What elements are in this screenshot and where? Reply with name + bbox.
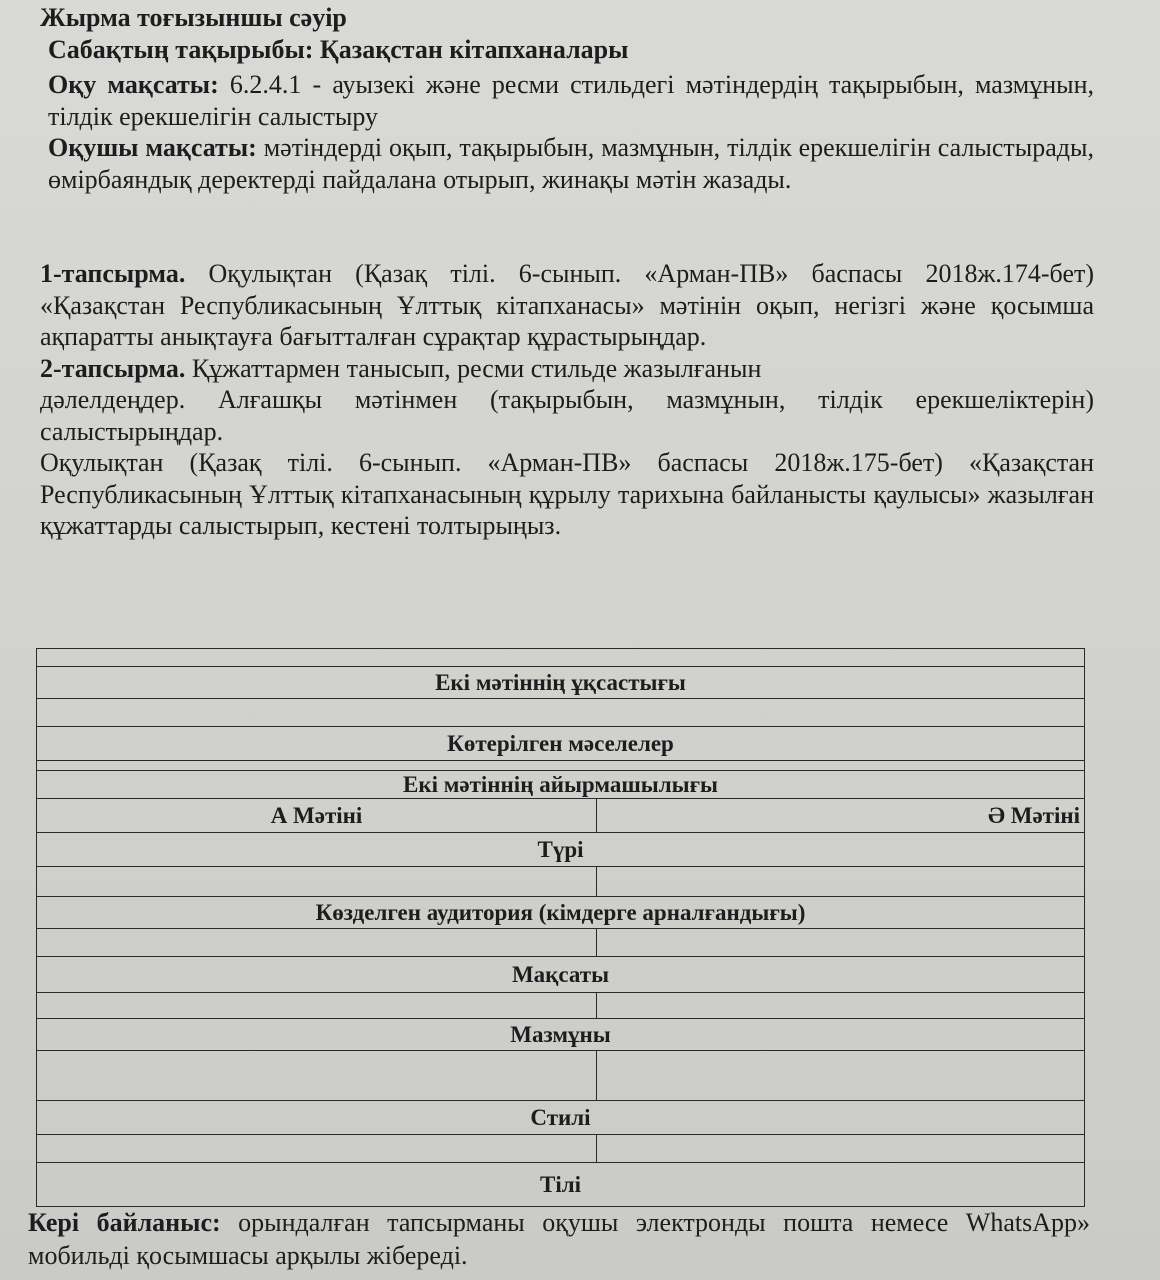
text-b-header: Ә Мәтіні [597, 799, 1085, 833]
language-header: Тілі [37, 1163, 1085, 1207]
table-top-gap [37, 649, 1085, 667]
task-2-instructions: Оқулықтан (Қазақ тілі. 6-сынып. «Арман-ПВ» баспасы 2018ж.175-бет) «Қазақстан Республикасының Ұлттық кітапханасының құрылу тарихына байланысты қаулысы» жазылған құжаттарды салыстырып, кестені толтырыңыз. [40, 448, 1094, 540]
style-a-cell[interactable] [37, 1135, 597, 1163]
audience-a-cell[interactable] [37, 929, 597, 957]
lesson-topic: Сабақтың тақырыбы: Қазақстан кітапханалары [48, 34, 629, 64]
learning-goal: Оқу мақсаты: 6.2.4.1 - ауызекі және ресми стильдегі мәтіндердің тақырыбын, мазмұнын, тілдік ерекшелігін салыстыру [48, 70, 1094, 131]
difference-header: Екі мәтіннің айырмашылығы [37, 771, 1085, 799]
tasks-section [40, 258, 1094, 542]
lesson-date: Жырма тоғызыншы сәуір [40, 3, 347, 32]
type-header: Түрі [37, 833, 1085, 867]
task-2-continued: дәлелдеңдер. Алғашқы мәтінмен (тақырыбын, мазмұнын, тілдік ерекшеліктерін) салыстырыңдар. [40, 385, 1094, 446]
content-header: Мазмұны [37, 1019, 1085, 1051]
style-header: Стилі [37, 1101, 1085, 1135]
similarity-header: Екі мәтіннің ұқсастығы [37, 667, 1085, 699]
issues-header: Көтерілген мәселелер [37, 727, 1085, 761]
purpose-header: Мақсаты [37, 957, 1085, 993]
comparison-table [36, 648, 1085, 1207]
audience-b-cell[interactable] [597, 929, 1085, 957]
content-b-cell[interactable] [597, 1051, 1085, 1101]
feedback-text: Кері байланыс: орындалған тапсырманы оқушы электронды пошта немесе WhatsApp» мобильді қосымшасы арқылы жібереді. [28, 1208, 1091, 1270]
type-a-cell[interactable] [37, 867, 597, 897]
purpose-b-cell[interactable] [597, 993, 1085, 1019]
issues-cell[interactable] [37, 761, 1085, 771]
task-1: 1-тапсырма. Оқулықтан (Қазақ тілі. 6-сынып. «Арман-ПВ» баспасы 2018ж.174-бет) «Қазақстан Республикасының Ұлттық кітапханасы» мәтінін оқып, негізгі және қосымша ақпаратты анықтауға бағытталған сұрақтар құрастырыңдар. [40, 259, 1095, 351]
lesson-header [40, 2, 1094, 195]
audience-header: Көзделген аудитория (кімдерге арналғандығы) [37, 897, 1085, 929]
purpose-a-cell[interactable] [37, 993, 597, 1019]
similarity-cell[interactable] [37, 699, 1085, 727]
type-b-cell[interactable] [597, 867, 1085, 897]
student-goal: Оқушы мақсаты: мәтіндерді оқып, тақырыбын, мазмұнын, тілдік ерекшелігін салыстырады, өмірбаяндық деректерді пайдалана отырып, жинақы мәтін жазады. [48, 133, 1094, 194]
style-b-cell[interactable] [597, 1135, 1085, 1163]
content-a-cell[interactable] [37, 1051, 597, 1101]
text-a-header: А Мәтіні [37, 799, 597, 833]
task-2: 2-тапсырма. Құжаттармен танысып, ресми стильде жазылғанын [40, 353, 762, 383]
feedback-section [28, 1206, 1090, 1272]
